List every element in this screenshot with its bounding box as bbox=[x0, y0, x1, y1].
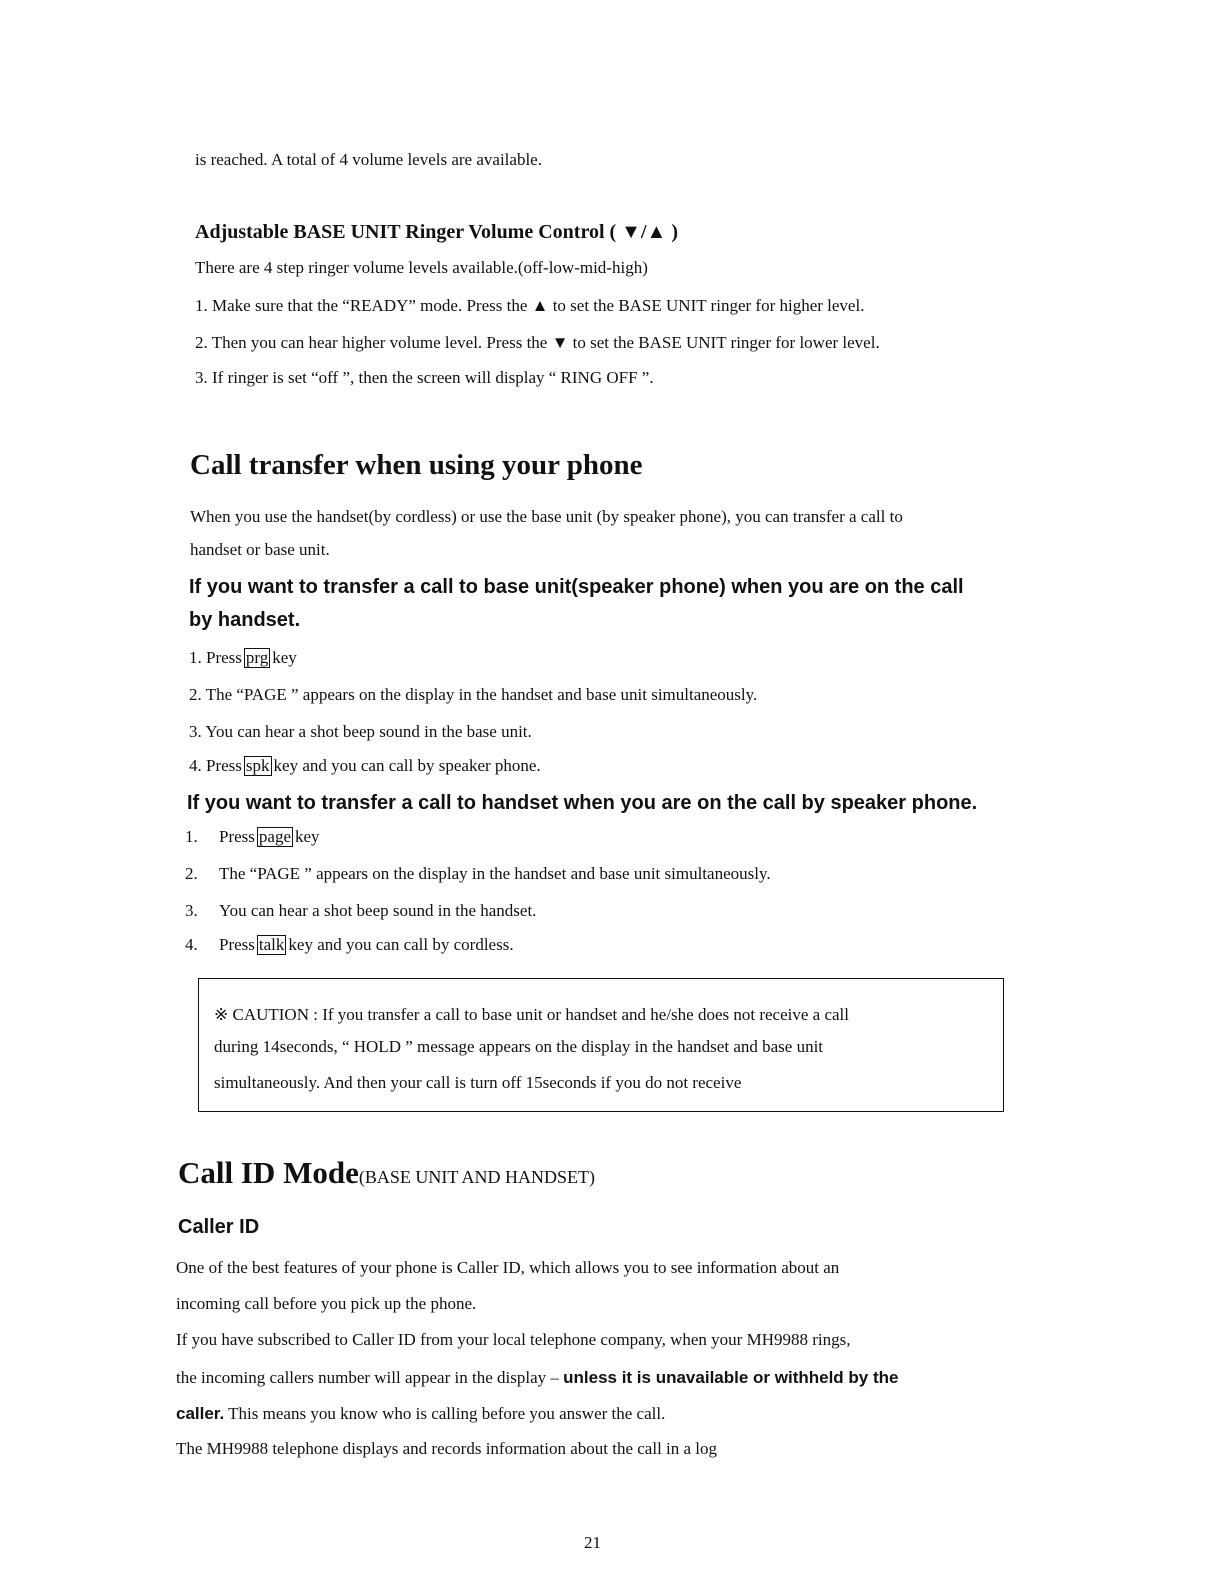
to-base-step-4 bbox=[189, 756, 541, 776]
step-text: The “PAGE ” appears on the display in the handset and base unit simultaneously. bbox=[219, 864, 771, 883]
step-number: 4. bbox=[185, 935, 198, 954]
transfer-intro-2: handset or base unit. bbox=[190, 540, 330, 559]
step-number: 3. bbox=[185, 901, 198, 920]
spk-key: spk bbox=[245, 756, 270, 775]
step-text: key and you can call by speaker phone. bbox=[273, 756, 541, 775]
transfer-intro-1: When you use the handset(by cordless) or use the base unit (by speaker phone), you can transfer a call to bbox=[190, 507, 903, 526]
caller-id-p2: incoming call before you pick up the phone. bbox=[176, 1294, 477, 1313]
caller-id-subheading: Caller ID bbox=[178, 1216, 260, 1238]
caller-id-p4 bbox=[176, 1368, 898, 1388]
to-base-heading-2: by handset. bbox=[189, 609, 301, 631]
to-handset-step-3 bbox=[185, 901, 536, 921]
call-transfer-title: Call transfer when using your phone bbox=[190, 449, 643, 481]
step-number: 1. bbox=[185, 827, 198, 846]
to-base-step-1 bbox=[189, 648, 297, 668]
ringer-heading: Adjustable BASE UNIT Ringer Volume Control ( ▼/▲ ) bbox=[195, 221, 678, 243]
caution-line-3: simultaneously. And then your call is turn off 15seconds if you do not receive bbox=[214, 1073, 742, 1092]
ringer-desc: There are 4 step ringer volume levels available.(off-low-mid-high) bbox=[195, 258, 648, 277]
ringer-step-2: 2. Then you can hear higher volume level. Press the ▼ to set the BASE UNIT ringer for lower level. bbox=[195, 333, 880, 352]
step-text: key bbox=[295, 827, 320, 846]
step-text: Press bbox=[219, 935, 255, 954]
to-handset-heading: If you want to transfer a call to handset when you are on the call by speaker phone. bbox=[187, 792, 978, 814]
emphasis-text: unless it is unavailable or withheld by the bbox=[563, 1368, 899, 1387]
ringer-step-1: 1. Make sure that the “READY” mode. Press the ▲ to set the BASE UNIT ringer for higher level. bbox=[195, 296, 865, 315]
step-text: 4. Press bbox=[189, 756, 242, 775]
caller-id-p1: One of the best features of your phone is Caller ID, which allows you to see information about an bbox=[176, 1258, 840, 1277]
to-handset-step-1 bbox=[185, 827, 320, 847]
talk-key: talk bbox=[258, 935, 285, 954]
call-id-title-main: Call ID Mode bbox=[178, 1155, 359, 1190]
call-id-title-small: (BASE UNIT AND HANDSET) bbox=[358, 1167, 595, 1187]
text: the incoming callers number will appear in the display – bbox=[176, 1368, 564, 1387]
emphasis-text: caller. bbox=[176, 1404, 225, 1423]
step-text: Press bbox=[219, 827, 255, 846]
text: This means you know who is calling before you answer the call. bbox=[224, 1404, 666, 1423]
page-key: page bbox=[258, 827, 291, 846]
to-base-step-2: 2. The “PAGE ” appears on the display in the handset and base unit simultaneously. bbox=[189, 685, 758, 704]
intro-line: is reached. A total of 4 volume levels are available. bbox=[195, 150, 542, 169]
to-handset-step-4 bbox=[185, 935, 514, 955]
to-base-step-3: 3. You can hear a shot beep sound in the base unit. bbox=[189, 722, 532, 741]
step-text: You can hear a shot beep sound in the handset. bbox=[219, 901, 537, 920]
step-text: 1. Press bbox=[189, 648, 242, 667]
to-handset-step-2 bbox=[185, 864, 771, 884]
page-number: 21 bbox=[584, 1533, 601, 1552]
caution-box bbox=[198, 978, 1004, 1112]
caution-line-1: ※ CAUTION : If you transfer a call to base unit or handset and he/she does not receive a call bbox=[214, 1005, 850, 1024]
caller-id-p6: The MH9988 telephone displays and records information about the call in a log bbox=[176, 1439, 718, 1458]
call-id-title bbox=[178, 1155, 595, 1191]
step-text: key and you can call by cordless. bbox=[288, 935, 514, 954]
to-base-heading-1: If you want to transfer a call to base unit(speaker phone) when you are on the call bbox=[189, 576, 964, 598]
step-text: key bbox=[272, 648, 297, 667]
caller-id-p5 bbox=[176, 1404, 665, 1424]
prg-key: prg bbox=[245, 648, 269, 667]
ringer-step-3: 3. If ringer is set “off ”, then the screen will display “ RING OFF ”. bbox=[195, 368, 654, 387]
caution-line-2: during 14seconds, “ HOLD ” message appears on the display in the handset and base unit bbox=[214, 1037, 824, 1056]
caller-id-p3: If you have subscribed to Caller ID from your local telephone company, when your MH9988 rings, bbox=[176, 1330, 851, 1349]
step-number: 2. bbox=[185, 864, 198, 883]
